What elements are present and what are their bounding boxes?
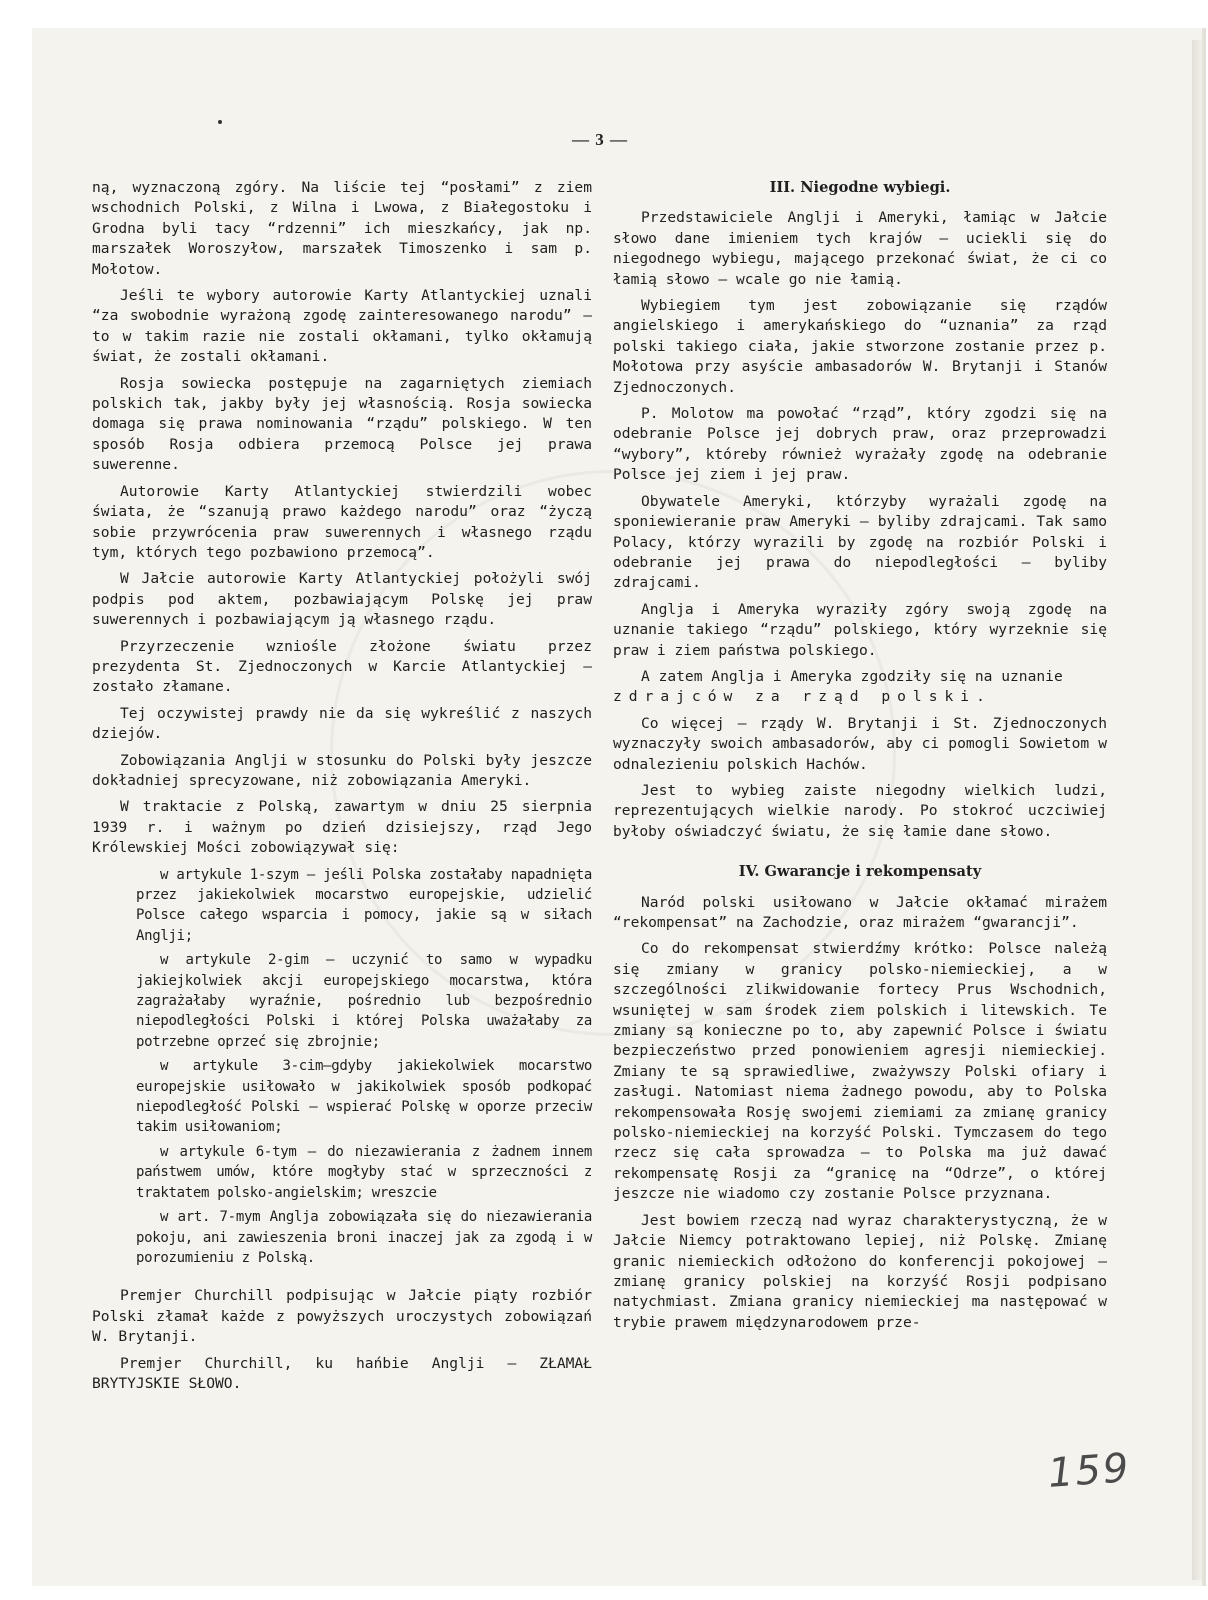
paragraph: W Jałcie autorowie Karty Atlantyckiej położyli swój podpis pod aktem, pozbawiającym Polskę jej praw suwerennych i pozbawiającym ją własnego rządu.	[92, 570, 592, 629]
paragraph: Anglja i Ameryka wyraziły zgóry swoją zgodę na uznanie takiego “rządu” polskiego, który wyrzeknie się praw i ziem państwa polskiego.	[613, 600, 1107, 659]
treaty-article-item: w art. 7-mym Anglja zobowiązała się do niezawierania pokoju, ani zawieszenia broni inaczej jak za zgodą i w porozumieniu z Polską.	[136, 1209, 592, 1266]
handwritten-page-number: 159	[1046, 1445, 1132, 1497]
ink-speck	[218, 120, 222, 124]
spaced-emphasis-line: zdrajców za rząd polski.	[613, 688, 992, 706]
paragraph: ną, wyznaczoną zgóry. Na liście tej “posłami” z ziem wschodnich Polski, z Wilna i Lwowa, z Białegostoku i Grodna byli tacy “rdzenni” ich mieszkańcy, jak np. marszałek Woroszyłow, marszałek Timoszenko i sam p. Mołotow.	[92, 179, 592, 278]
paragraph: Tej oczywistej prawdy nie da się wykreślić z naszych dziejów.	[92, 704, 592, 743]
paragraph: Jest to wybieg zaiste niegodny wielkich ludzi, reprezentujących wielkie narody. Po stokroć uczciwiej byłoby oświadczyć światu, że się łamie dane słowo.	[613, 781, 1107, 840]
paragraph: Przedstawiciele Anglji i Ameryki, łamiąc w Jałcie słowo dane imieniem tych krajów — uciekli się do niegodnego wybiegu, mającego przekonać świat, że ci co łamią słowo — wcale go nie łamią.	[613, 209, 1107, 288]
paragraph: Naród polski usiłowano w Jałcie okłamać mirażem “rekompensat” na Zachodzie, oraz mirażem “gwarancji”.	[613, 893, 1107, 931]
paragraph: P. Molotow ma powołać “rząd”, który zgodzi się na odebranie Polsce jej dobrych praw, oraz przeprowadzi “wybory”, któreby również wyrażały zgodę na odebranie Polsce jej ziem i jej praw.	[613, 405, 1107, 484]
treaty-article-item: w artykule 2-gim — uczynić to samo w wypadku jakiejkolwiek akcji europejskiego mocarstwa, która zagrażałaby wyraźnie, pośrednio lub bezpośrednio niepodległości Polski i której Polska uważałaby za potrzebne oprzeć się zbrojnie;	[136, 952, 592, 1050]
spacer	[613, 848, 1107, 862]
paper-edge	[1192, 40, 1202, 1580]
paragraph: Jeśli te wybory autorowie Karty Atlantyckiej uznali “za swobodnie wyrażoną zgodę zainteresowanego narodu” — to w takim razie nie zostali okłamani, tylko okłamują świat, że zostali okłamani.	[92, 287, 592, 366]
treaty-article-item: w artykule 1-szym — jeśli Polska zostałaby napadnięta przez jakiekolwiek mocarstwo europejskie, udzielić Polsce całego wsparcia i pomocy, jakie są w siłach Anglji;	[136, 866, 592, 944]
paragraph: Co więcej — rządy W. Brytanji i St. Zjednoczonych wyznaczyły swoich ambasadorów, aby ci pomogli Sowietom w odnalezieniu polskich Hachów.	[613, 714, 1107, 773]
right-column	[613, 178, 1107, 1339]
page-number: — 3 —	[572, 130, 628, 149]
paragraph: Rosja sowiecka postępuje na zagarniętych ziemiach polskich tak, jakby były jej własnością. Rosja sowiecka domaga się prawa nominowania “rządu” polskiego. W ten sposób Rosja odbiera przemocą Polsce jej prawa suwerenne.	[92, 374, 592, 474]
treaty-article-item: w artykule 3-cim—gdyby jakiekolwiek mocarstwo europejskie usiłowało w jakikolwiek sposób podkopać niepodległość Polski — wspierać Polskę w oporze przeciw takim usiłowaniom;	[136, 1058, 592, 1136]
paragraph: Premjer Churchill podpisując w Jałcie piąty rozbiór Polski złamał każde z powyższych uroczystych zobowiązań W. Brytanji.	[92, 1287, 592, 1346]
spacer	[92, 1272, 592, 1286]
paragraph: Zobowiązania Anglji w stosunku do Polski były jeszcze dokładniej sprecyzowane, niż zobowiązania Ameryki.	[92, 751, 592, 789]
paragraph: Autorowie Karty Atlantyckiej stwierdzili wobec świata, że “szanują prawo każdego narodu” oraz “życzą sobie przywrócenia praw suwerennych i własnego rządu tym, których tego pozbawiono przemocą”.	[92, 482, 592, 561]
paragraph: W traktacie z Polską, zawartym w dniu 25 sierpnia 1939 r. i ważnym po dzień dzisiejszy, rząd Jego Królewskiej Mości zobowiązywał się:	[92, 798, 592, 857]
left-column	[92, 178, 592, 1400]
paragraph: Wybiegiem tym jest zobowiązanie się rządów angielskiego i amerykańskiego do “uznania” za rząd polski takiego ciała, jakie stworzone zostanie przez p. Mołotowa przy asyście ambasadorów W. Brytanji i Stanów Zjednoczonych.	[613, 297, 1107, 396]
paragraph: Premjer Churchill, ku hańbie Anglji — ZŁAMAŁ BRYTYJSKIE SŁOWO.	[92, 1354, 592, 1392]
treaty-article-item: w artykule 6-tym — do niezawierania z żadnem innem państwem umów, które mogłyby stać w sprzeczności z traktatem polsko-angielskim; wreszcie	[136, 1143, 592, 1201]
paragraph: Obywatele Ameryki, którzyby wyrażali zgodę na sponiewieranie praw Ameryki — byliby zdrajcami. Tak samo Polacy, którzy wyrazili by zgodę na rozbiór Polski i odebranie jej prawa do niepodległości — byliby zdrajcami.	[613, 492, 1107, 592]
section-heading: III. Niegodne wybiegi.	[769, 179, 951, 196]
paragraph: A zatem Anglja i Ameryka zgodziły się na uznanie	[641, 667, 1063, 685]
section-heading: IV. Gwarancje i rekompensaty	[738, 863, 982, 881]
paragraph: Co do rekompensat stwierdźmy krótko: Polsce należą się zmiany w granicy polsko-niemieckiej, a w szczególności zlikwidowanie fortecy Prus Wschodnich, wsuniętej w sam środek ziem polskich i litewskich. Te zmiany są konieczne po to, aby zapewnić Polsce i światu bezpieczeństwo przed ponowieniem agresji niemieckiej. Zmiany te są sprawiedliwe, zważywszy Polski ofiary i zasługi. Natomiast niema żadnego powodu, aby to Polska rekompensowała Rosję swojemi ziemiami za zmianę granicy polsko-niemieckiej na korzyść Polski. Tymczasem do tego rzecz się cała sprowadza — to Polska ma już dawać rekompensatę Rosji za “granicę na “Odrze”, o której jeszcze nie wiadomo czy zostanie Polsce przyznana.	[613, 940, 1107, 1203]
paragraph: Jest bowiem rzeczą nad wyraz charakterystyczną, że w Jałcie Niemcy potraktowano lepiej, niż Polskę. Zmianę granic niemieckich odłożono do konferencji pokojowej — zmianę granicy polskiej na korzyść Rosji podpisano natychmiast. Zmiana granicy niemieckiej ma następować w trybie prawem międzynarodowem prze-	[613, 1211, 1107, 1331]
paragraph: Przyrzeczenie wzniośle złożone światu przez prezydenta St. Zjednoczonych w Karcie Atlantyckiej — zostało złamane.	[92, 637, 592, 696]
